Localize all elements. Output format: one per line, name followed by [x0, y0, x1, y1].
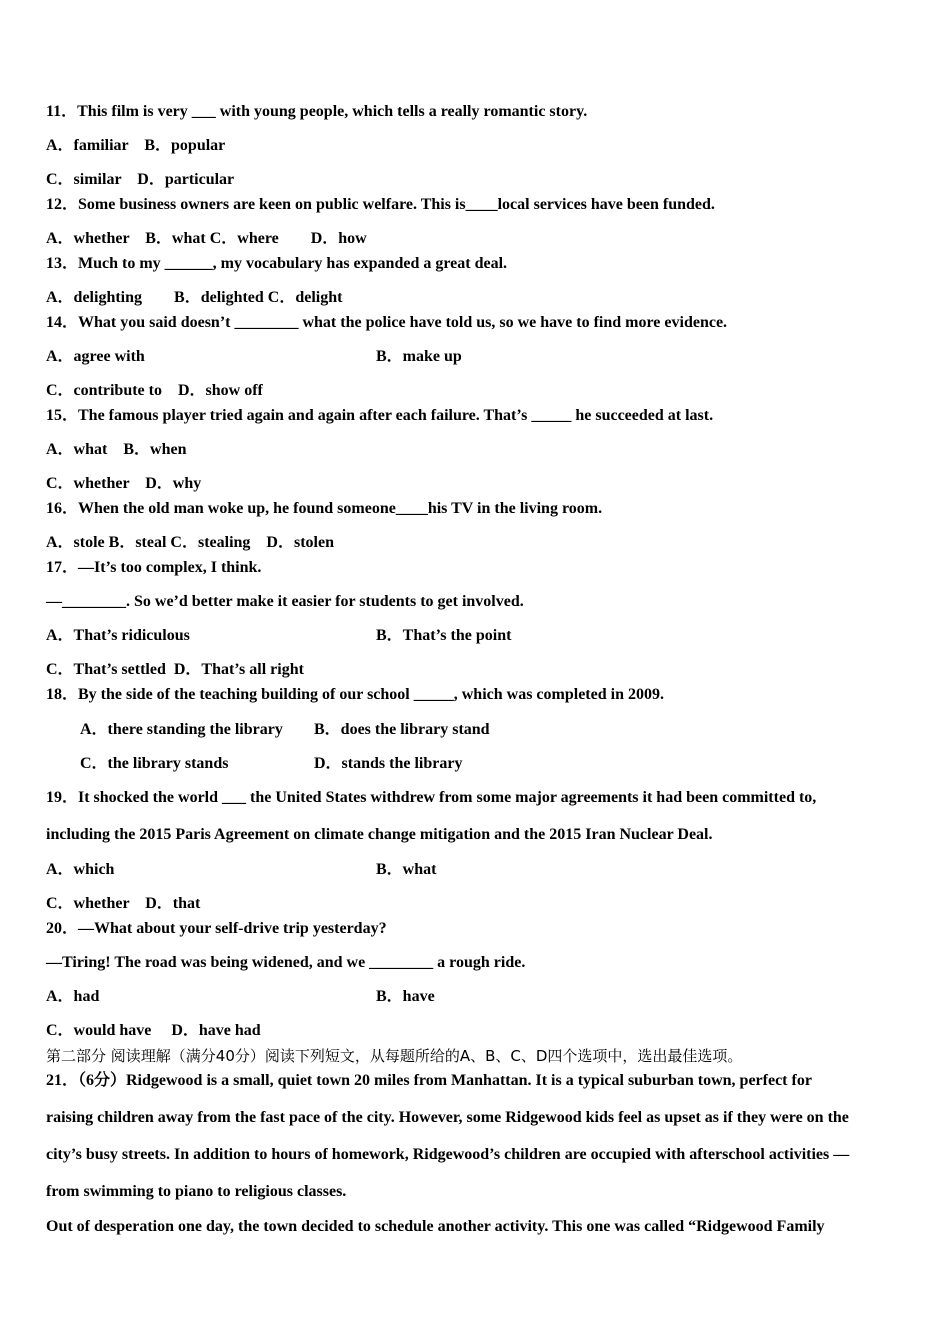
section-2-heading: 第二部分 阅读理解（满分40分）阅读下列短文，从每题所给的A、B、C、D四个选项中，选出最佳选项。 [46, 1047, 743, 1065]
question-15-options-cd: C．whether D．why [46, 475, 202, 492]
question-17-reply: —________. So we’d better make it easier for students to get involved. [46, 593, 524, 610]
question-11-stem: 11．This film is very ___ with young people, which tells a really romantic story. [46, 103, 588, 120]
question-19-options-cd: C．whether D．that [46, 895, 201, 912]
question-17-option-b: B．That’s the point [376, 627, 512, 644]
question-18-option-c: C．the library stands [80, 755, 229, 772]
question-20-option-b: B．have [376, 988, 435, 1005]
question-19-option-a: A．which [46, 861, 115, 878]
question-17-option-a: A．That’s ridiculous [46, 627, 190, 644]
question-18-options-ab [80, 720, 490, 740]
question-14-options-cd: C．contribute to D．show off [46, 382, 263, 399]
question-20-options-ab [46, 987, 435, 1007]
question-13-options: A．delighting B．delighted C．delight [46, 289, 343, 306]
question-20-option-a: A．had [46, 988, 100, 1005]
question-20-stem: 20．—What about your self-drive trip yesterday? [46, 920, 387, 937]
question-18-stem: 18．By the side of the teaching building of our school _____, which was completed in 2009. [46, 686, 664, 703]
passage-line: city’s busy streets. In addition to hours of homework, Ridgewood’s children are occupied with afterschool activities — [46, 1146, 850, 1163]
question-12-stem: 12．Some business owners are keen on public welfare. This is____local services have been funded. [46, 196, 715, 213]
question-18-option-d: D．stands the library [314, 755, 463, 772]
question-15-options-ab: A．what B．when [46, 441, 187, 458]
question-14-stem: 14．What you said doesn’t ________ what the police have told us, so we have to find more evidence. [46, 314, 728, 331]
question-11-options-cd: C．similar D．particular [46, 171, 235, 188]
question-19-options-ab [46, 860, 437, 880]
question-18-options-cd [80, 754, 463, 774]
question-17-options-ab [46, 626, 512, 646]
question-17-stem: 17．—It’s too complex, I think. [46, 559, 262, 576]
passage-next-paragraph: Out of desperation one day, the town decided to schedule another activity. This one was called “Ridgewood Family [46, 1218, 825, 1235]
question-20-reply: —Tiring! The road was being widened, and we ________ a rough ride. [46, 954, 526, 971]
question-14-options-ab [46, 347, 462, 367]
question-19-stem: 19．It shocked the world ___ the United States withdrew from some major agreements it had been committed to, [46, 789, 817, 806]
passage-line: from swimming to piano to religious classes. [46, 1183, 347, 1200]
question-19-stem-continued: including the 2015 Paris Agreement on climate change mitigation and the 2015 Iran Nuclear Deal. [46, 826, 713, 843]
passage-line: 21．（6分）Ridgewood is a small, quiet town 20 miles from Manhattan. It is a typical suburban town, perfect for [46, 1072, 812, 1089]
question-19-option-b: B．what [376, 861, 437, 878]
question-13-stem: 13．Much to my ______, my vocabulary has expanded a great deal. [46, 255, 508, 272]
question-14-option-a: A．agree with [46, 348, 145, 365]
question-14-option-b: B．make up [376, 348, 462, 365]
question-12-options: A．whether B．what C．where D．how [46, 230, 367, 247]
passage-line: raising children away from the fast pace of the city. However, some Ridgewood kids feel as upset as if they were on the [46, 1109, 849, 1126]
question-15-stem: 15．The famous player tried again and again after each failure. That’s _____ he succeeded at last. [46, 407, 714, 424]
question-20-options-cd: C．would have D．have had [46, 1022, 261, 1039]
question-17-options-cd: C．That’s settled D．That’s all right [46, 661, 304, 678]
question-16-options: A．stole B．steal C．stealing D．stolen [46, 534, 334, 551]
question-16-stem: 16．When the old man woke up, he found someone____his TV in the living room. [46, 500, 603, 517]
question-11-options-ab: A．familiar B．popular [46, 137, 226, 154]
question-18-option-a: A．there standing the library [80, 721, 283, 738]
question-18-option-b: B．does the library stand [314, 721, 490, 738]
